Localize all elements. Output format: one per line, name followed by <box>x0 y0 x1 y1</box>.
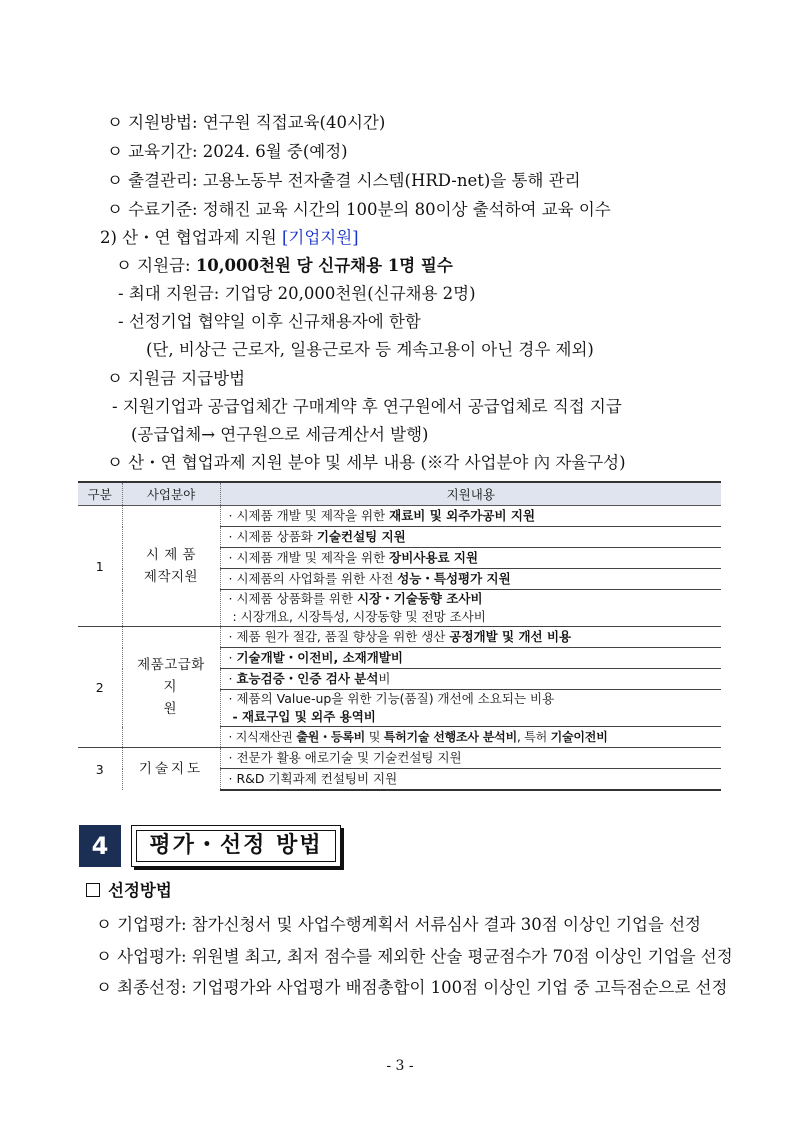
support-item: · 시제품 상품화를 위한 시장・기술동향 조사비 : 시장개요, 시장특성, 시장동향 및 전망 조사비 <box>220 590 721 627</box>
support-item: · 지식재산권 출원・등록비 및 특허기술 선행조사 분석비, 특허 기술이전비 <box>220 727 721 748</box>
section-title: 평가・선정 방법 <box>136 830 336 862</box>
section2-heading-text: 2) 산・연 협업과제 지원 <box>100 228 282 247</box>
support-item: · R&D 기획과제 컨설팅비 지원 <box>220 769 721 791</box>
support-item: · 시제품 상품화 기술컨설팅 지원 <box>220 527 721 548</box>
support-item-sub: - 재료구입 및 외주 용역비 <box>232 709 376 724</box>
group-number: 1 <box>78 506 122 627</box>
subsidy-amount-line <box>116 255 453 277</box>
section-title-box <box>131 825 341 867</box>
group-number: 2 <box>78 627 122 748</box>
support-fields-table <box>78 481 721 791</box>
payment-method-line: - 지원기업과 공급업체간 구매계약 후 연구원에서 공급업체로 직접 지급 <box>112 397 622 416</box>
selection-method-subhead <box>86 880 172 902</box>
header-business-field: 사업분야 <box>122 482 220 506</box>
subsidy-amount-label: ㅇ 지원금: <box>116 256 196 275</box>
payment-method-heading: ㅇ 지원금 지급방법 <box>107 369 246 388</box>
support-item: · 전문가 활용 애로기술 및 기술컨설팅 지원 <box>220 748 721 769</box>
payment-method-note: (공급업체→ 연구원으로 세금계산서 발행) <box>131 425 429 444</box>
education-period-line: ㅇ 교육기간: 2024. 6월 중(예정) <box>107 142 348 161</box>
support-item: · 효능검증・인증 검사 분석비 <box>220 669 721 690</box>
support-item: · 시제품 개발 및 제작을 위한 재료비 및 외주가공비 지원 <box>220 506 721 527</box>
support-fields-heading: ㅇ 산・연 협업과제 지원 분야 및 세부 내용 (※각 사업분야 內 자율구성) <box>107 453 626 472</box>
checkbox-square-icon <box>86 883 100 897</box>
group-category <box>122 627 220 748</box>
category-line: 기술지도 <box>138 761 204 777</box>
selection-method-label: 선정방법 <box>108 881 172 900</box>
company-support-tag: [기업지원] <box>281 228 359 247</box>
company-evaluation-line: ㅇ 기업평가: 참가신청서 및 사업수행계획서 서류심사 결과 30점 이상인 기업을 선정 <box>96 915 701 934</box>
section2-heading <box>100 227 359 249</box>
header-division: 구분 <box>78 482 122 506</box>
project-evaluation-line: ㅇ 사업평가: 위원별 최고, 최저 점수를 제외한 산술 평균점수가 70점 이상인 기업을 선정 <box>96 947 733 966</box>
section-number-badge: 4 <box>79 825 121 867</box>
support-item: · 제품 원가 절감, 품질 향상을 위한 생산 공정개발 및 개선 비용 <box>220 627 721 648</box>
page-number: - 3 - <box>386 1058 414 1074</box>
support-item: · 시제품 개발 및 제작을 위한 장비사용료 지원 <box>220 548 721 569</box>
group-number: 3 <box>78 748 122 791</box>
group-category <box>122 748 220 791</box>
support-item: · 시제품의 사업화를 위한 사전 성능・특성평가 지원 <box>220 569 721 590</box>
table-header-row <box>78 482 721 506</box>
support-item: · 기술개발・이전비, 소재개발비 <box>220 648 721 669</box>
category-line: 지 원 <box>163 679 205 717</box>
support-method-line: ㅇ 지원방법: 연구원 직접교육(40시간) <box>107 113 386 132</box>
table-row <box>78 748 721 769</box>
support-item-sub: : 시장개요, 시장특성, 시장동향 및 전망 조사비 <box>232 609 486 624</box>
category-line: 시 제 품 <box>145 547 197 563</box>
table-row <box>78 506 721 527</box>
support-item: · 제품의 Value-up을 위한 기능(품질) 개선에 소요되는 비용 - 재료구입 및 외주 용역비 <box>220 690 721 727</box>
group-category <box>122 506 220 627</box>
hire-limit-note: (단, 비상근 근로자, 일용근로자 등 계속고용이 아닌 경우 제외) <box>146 340 594 359</box>
category-line: 제작지원 <box>143 569 199 585</box>
max-subsidy-line: - 최대 지원금: 기업당 20,000천원(신규채용 2명) <box>118 284 476 303</box>
table-row <box>78 627 721 648</box>
attendance-line: ㅇ 출결관리: 고용노동부 전자출결 시스템(HRD-net)을 통해 관리 <box>107 171 581 190</box>
completion-criteria-line: ㅇ 수료기준: 정해진 교육 시간의 100분의 80이상 출석하여 교육 이수 <box>107 200 611 219</box>
final-selection-line: ㅇ 최종선정: 기업평가와 사업평가 배점총합이 100점 이상인 기업 중 고득점순으로 선정 <box>96 978 728 997</box>
subsidy-amount-value: 10,000천원 당 신규채용 1명 필수 <box>195 256 453 275</box>
category-line: 제품고급화 <box>137 657 205 673</box>
hire-limit-line: - 선정기업 협약일 이후 신규채용자에 한함 <box>118 312 421 331</box>
header-support-content: 지원내용 <box>220 482 721 506</box>
